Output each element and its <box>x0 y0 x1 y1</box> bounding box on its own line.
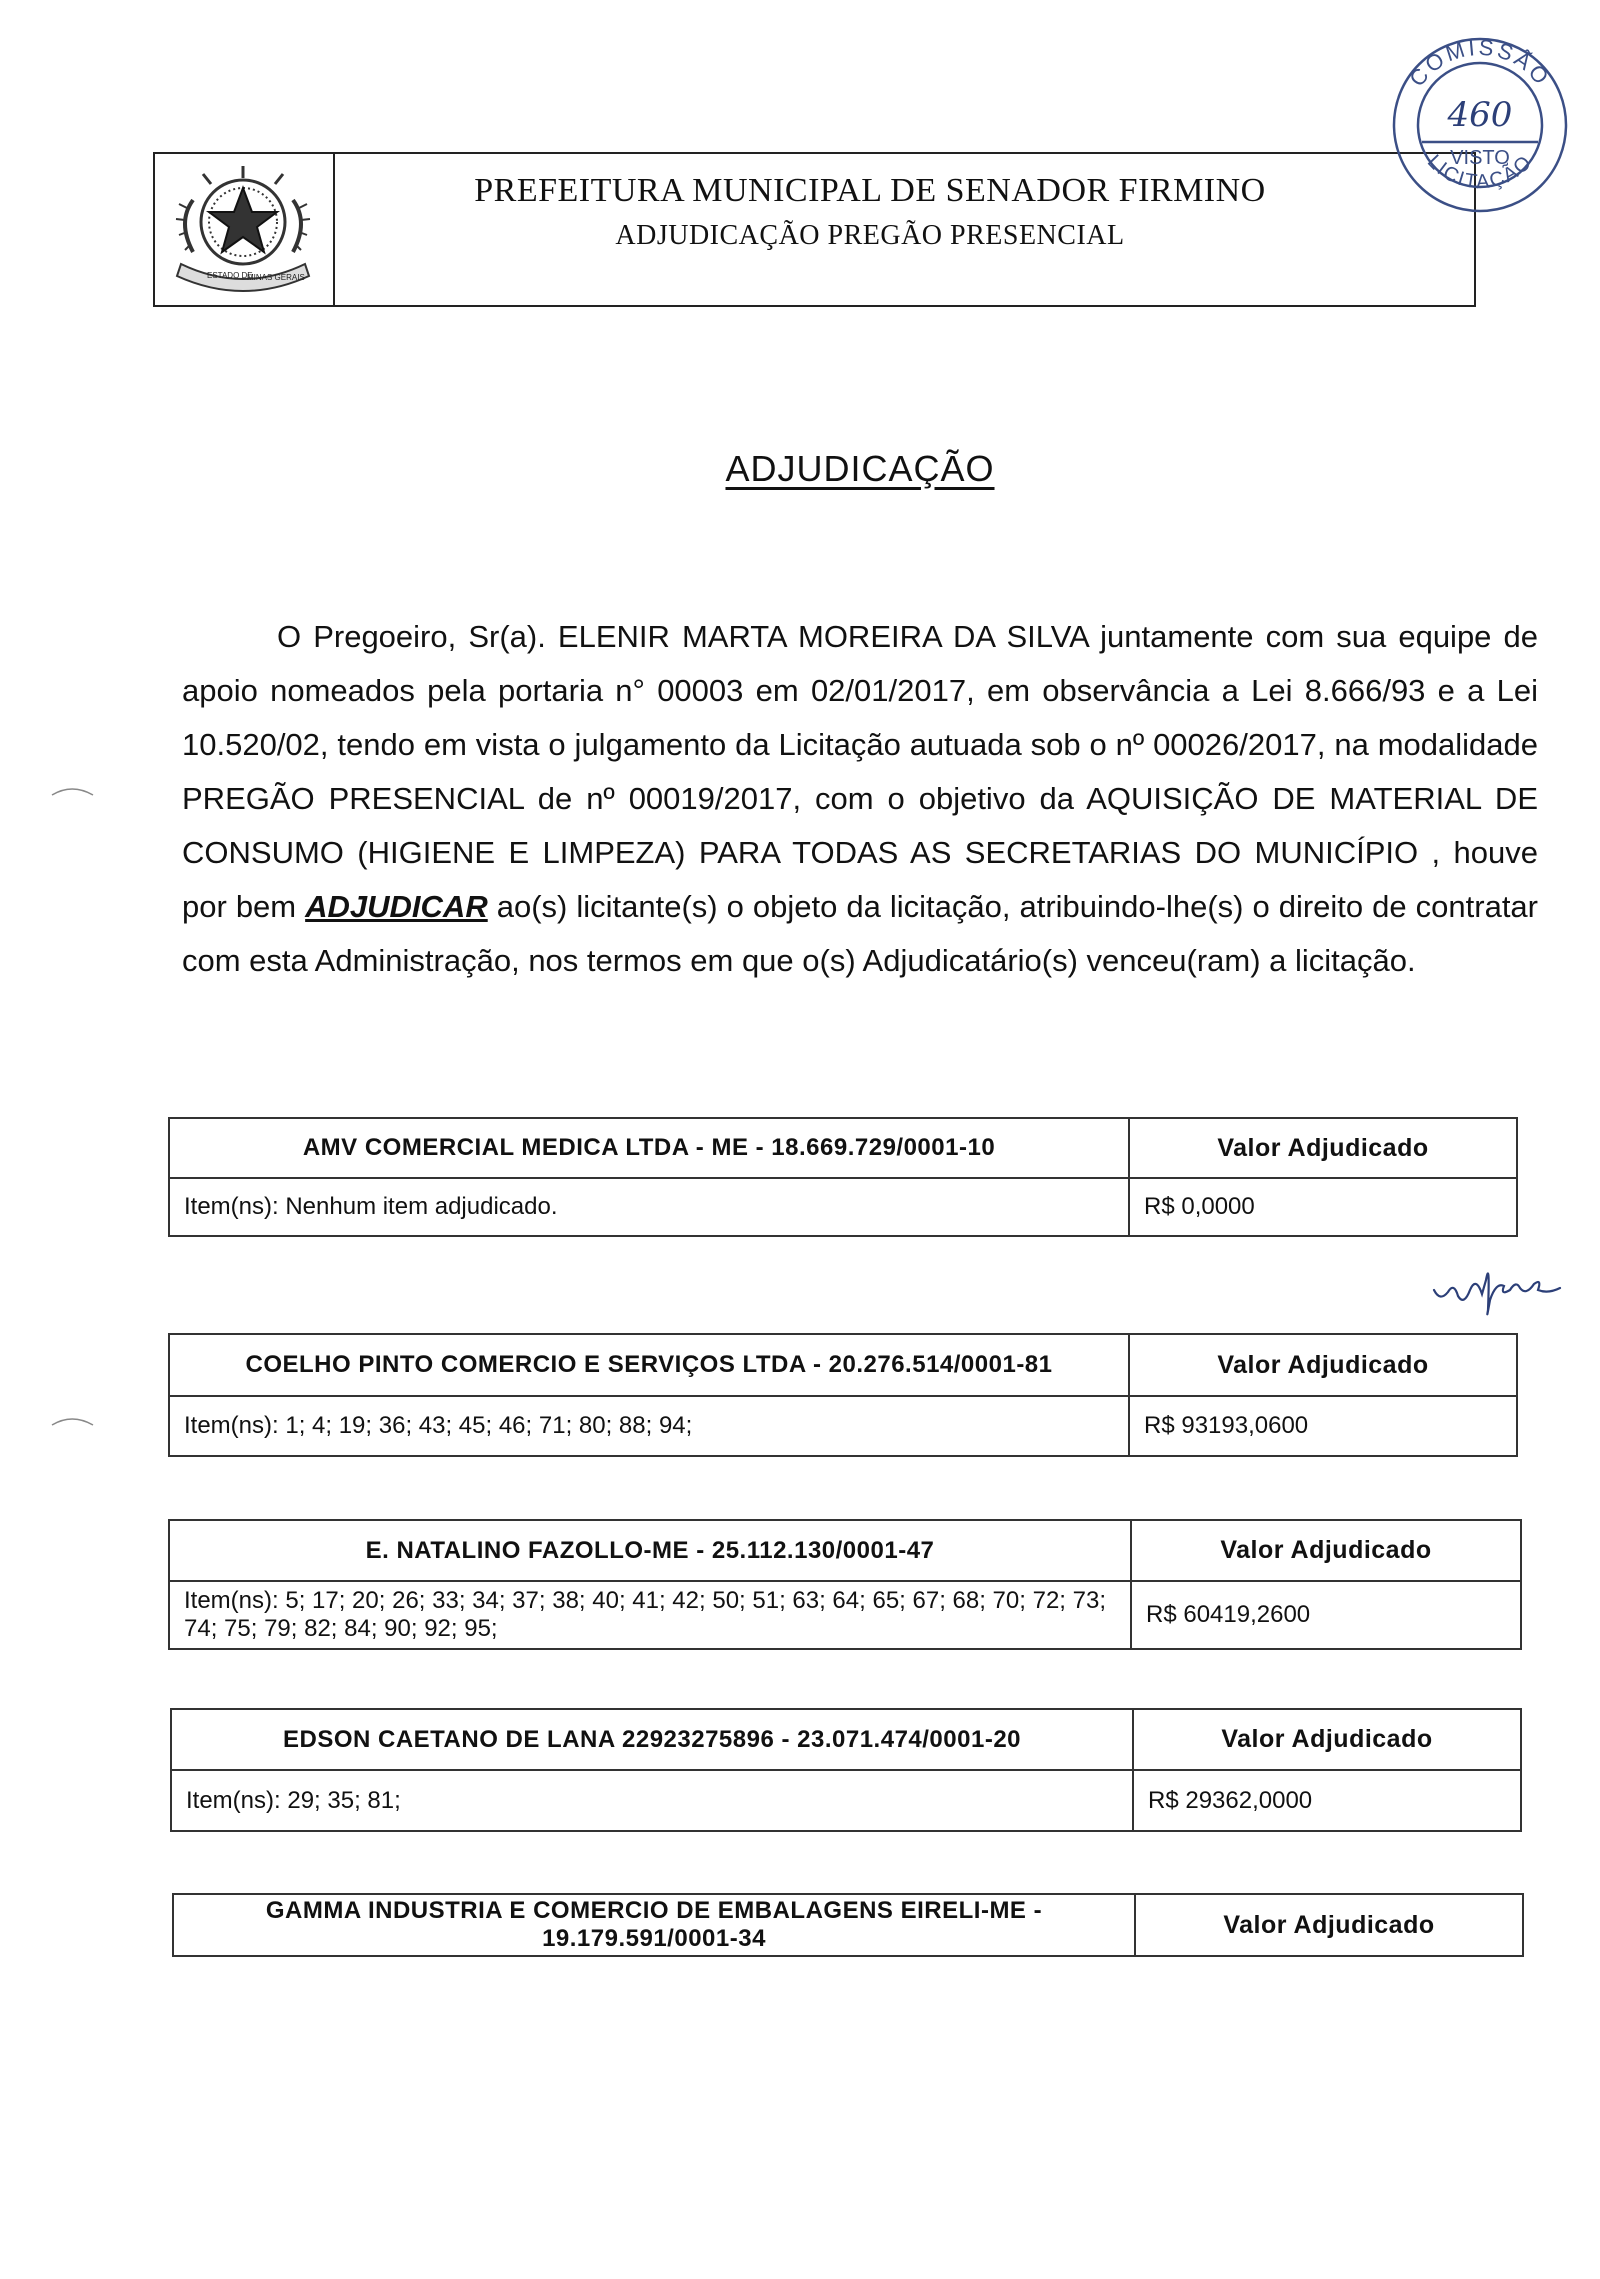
crest-ribbon-left: ESTADO DE <box>207 270 253 280</box>
award-table <box>170 1708 1522 1832</box>
award-company: COELHO PINTO COMERCIO E SERVIÇOS LTDA - 20.276.514/0001-81 <box>169 1334 1129 1396</box>
value-header: Valor Adjudicado <box>1131 1520 1521 1581</box>
award-value: R$ 29362,0000 <box>1133 1770 1521 1831</box>
margin-mark-icon <box>50 1415 95 1427</box>
award-table <box>168 1519 1522 1650</box>
header-subtitle: ADJUDICAÇÃO PREGÃO PRESENCIAL <box>615 220 1125 251</box>
body-text-after: ao(s) licitante(s) o objeto da licitação, atribuindo-lhe(s) o direito de contratar com esta Administração, nos termos em que o(s) Adjudicatário(s) venceu(ram) a licitação. <box>182 889 1538 978</box>
body-paragraph <box>182 610 1538 988</box>
signature-icon <box>1430 1250 1565 1325</box>
award-table <box>168 1333 1518 1457</box>
coat-of-arms-icon <box>163 160 323 300</box>
body-text-before: O Pregoeiro, Sr(a). ELENIR MARTA MOREIRA DA SILVA juntamente com sua equipe de apoio nomeados pela portaria n° 00003 em 02/01/2017, em observância a Lei 8.666/93 e a Lei 10.520/02, tendo em vista o julgamento da Licitação autuada sob o nº 00026/2017, na modalidade PREGÃO PRESENCIAL de nº 00019/2017, com o objetivo da AQUISIÇÃO DE MATERIAL DE CONSUMO (HIGIENE E LIMPEZA) PARA TODAS AS SECRETARIAS DO MUNICÍPIO , houve por bem <box>182 619 1538 924</box>
coat-of-arms <box>153 152 335 307</box>
award-company: AMV COMERCIAL MEDICA LTDA - ME - 18.669.729/0001-10 <box>169 1118 1129 1178</box>
award-items: Item(ns): 29; 35; 81; <box>171 1770 1133 1831</box>
award-value: R$ 60419,2600 <box>1131 1581 1521 1649</box>
commission-stamp-icon <box>1380 30 1580 220</box>
award-items: Item(ns): Nenhum item adjudicado. <box>169 1178 1129 1236</box>
award-table <box>172 1893 1524 1957</box>
award-table <box>168 1117 1518 1237</box>
stamp-top-text: COMISSÃO <box>1404 34 1556 92</box>
stamp-bottom-text: LICITAÇÃO <box>1422 150 1538 194</box>
crest-ribbon-right: MINAS GERAIS <box>247 272 305 282</box>
award-company: E. NATALINO FAZOLLO-ME - 25.112.130/0001-47 <box>169 1520 1131 1581</box>
award-value: R$ 93193,0600 <box>1129 1396 1517 1456</box>
award-company: EDSON CAETANO DE LANA 22923275896 - 23.071.474/0001-20 <box>171 1709 1133 1770</box>
award-items: Item(ns): 1; 4; 19; 36; 43; 45; 46; 71; 80; 88; 94; <box>169 1396 1129 1456</box>
award-company: GAMMA INDUSTRIA E COMERCIO DE EMBALAGENS EIRELI-ME - 19.179.591/0001-34 <box>173 1894 1135 1956</box>
value-header: Valor Adjudicado <box>1129 1334 1517 1396</box>
margin-mark-icon <box>50 785 95 797</box>
stamp-middle-text: VISTO <box>1450 147 1510 169</box>
body-text-emphasis: ADJUDICAR <box>305 889 488 924</box>
award-value: R$ 0,0000 <box>1129 1178 1517 1236</box>
value-header: Valor Adjudicado <box>1133 1709 1521 1770</box>
value-header: Valor Adjudicado <box>1129 1118 1517 1178</box>
award-items: Item(ns): 5; 17; 20; 26; 33; 34; 37; 38; 40; 41; 42; 50; 51; 63; 64; 65; 67; 68; 70; 72; 73; 74; 75; 79; 82; 84; 90; 92; 95; <box>169 1581 1131 1649</box>
header-title: PREFEITURA MUNICIPAL DE SENADOR FIRMINO <box>474 172 1266 209</box>
value-header: Valor Adjudicado <box>1135 1894 1523 1956</box>
document-title: ADJUDICAÇÃO <box>725 448 995 489</box>
stamp-number: 460 <box>1447 95 1513 135</box>
